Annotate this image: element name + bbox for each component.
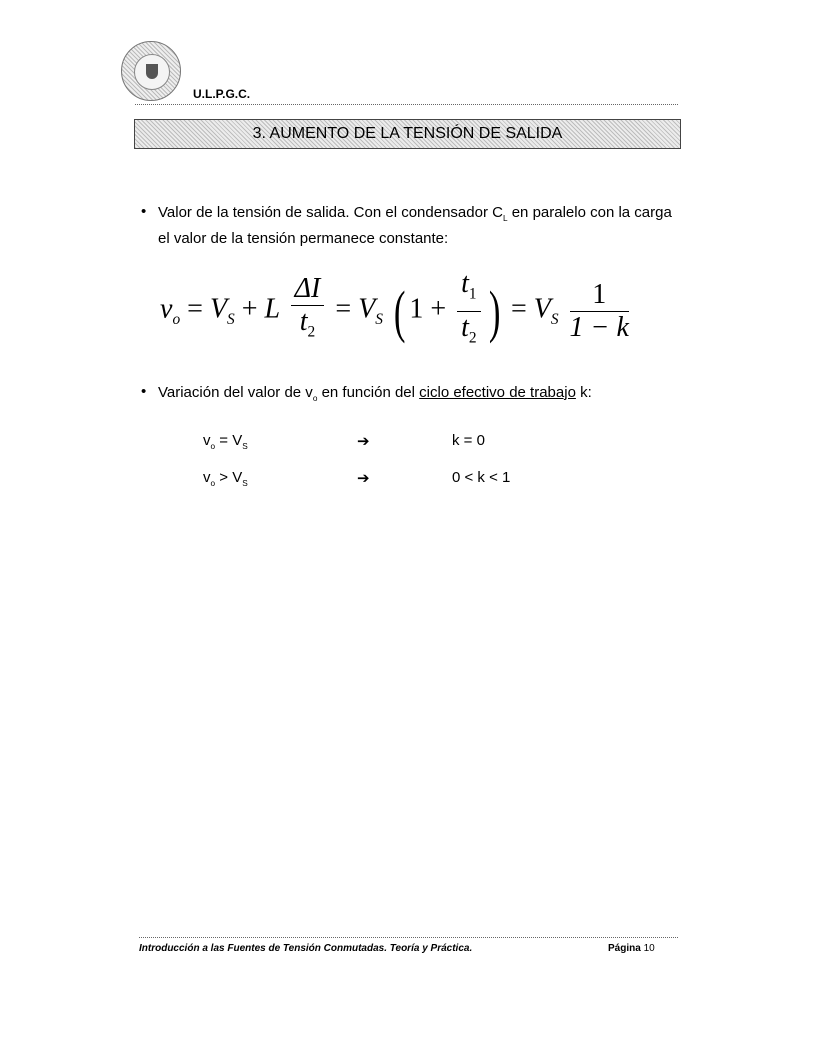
fraction <box>457 268 480 354</box>
f: + <box>241 293 258 325</box>
f: t <box>461 268 469 299</box>
f: S <box>550 311 559 329</box>
output-voltage-formula <box>160 268 633 354</box>
relation-result: k = 0 <box>452 432 485 449</box>
t: o <box>210 479 216 488</box>
subscript: o <box>312 394 318 403</box>
page-indicator <box>608 943 655 954</box>
f: S <box>227 311 235 329</box>
footer-divider <box>139 937 678 938</box>
t: > V <box>215 469 243 486</box>
relation-lhs <box>203 432 248 451</box>
f: V <box>209 293 228 325</box>
f: L <box>264 293 280 325</box>
paragraph-output-voltage <box>158 203 678 249</box>
arrow-icon: ➔ <box>357 470 370 487</box>
f: 1 − k <box>569 311 629 343</box>
paragraph-variation <box>158 383 678 409</box>
subscript: L <box>502 214 508 223</box>
t: o <box>210 442 216 451</box>
page-number: 10 <box>643 943 655 954</box>
section-title: 3. AUMENTO DE LA TENSIÓN DE SALIDA <box>134 119 681 149</box>
f: = <box>510 293 527 325</box>
university-name: U.L.P.G.C. <box>193 87 251 101</box>
header-divider <box>135 104 678 105</box>
t: S <box>242 479 248 488</box>
f: 2 <box>307 323 316 341</box>
relation-lhs <box>203 469 248 488</box>
f: S <box>375 311 383 329</box>
bullet-icon: • <box>141 383 147 400</box>
bullet-icon: • <box>141 203 147 220</box>
paren: ( <box>393 278 406 344</box>
f: V <box>533 293 551 325</box>
t: = V <box>215 432 243 449</box>
text: k: <box>575 384 592 401</box>
f: t <box>461 311 469 343</box>
page-label: Página <box>608 943 641 954</box>
arrow-icon: ➔ <box>357 433 370 450</box>
text: Variación del valor de v <box>158 384 313 401</box>
university-logo <box>121 41 181 101</box>
t: v <box>203 469 211 486</box>
f: 1 <box>468 285 477 303</box>
relation-result: 0 < k < 1 <box>452 469 511 486</box>
f: v <box>160 293 173 325</box>
text: en función del <box>317 384 420 401</box>
f: 2 <box>468 329 477 347</box>
footer-title: Introducción a las Fuentes de Tensión Conmutadas. Teoría y Práctica. <box>139 943 473 954</box>
t: v <box>203 432 211 449</box>
paren: ) <box>488 278 501 344</box>
f: t <box>299 306 308 338</box>
t: S <box>242 442 248 451</box>
fraction <box>570 279 629 344</box>
text: en paralelo con la carga el valor de la tensión permanece constante: <box>158 204 672 247</box>
f: = <box>187 293 203 325</box>
text: Valor de la tensión de salida. Con el condensador C <box>158 204 503 221</box>
f: 1 + <box>409 293 447 325</box>
f: o <box>172 311 181 329</box>
f: 1 <box>570 279 629 312</box>
f: = <box>335 293 352 325</box>
duty-cycle-term: ciclo efectivo de trabajo <box>419 384 576 401</box>
f: ΔI <box>291 273 325 306</box>
f: V <box>358 293 376 325</box>
fraction <box>291 273 325 349</box>
